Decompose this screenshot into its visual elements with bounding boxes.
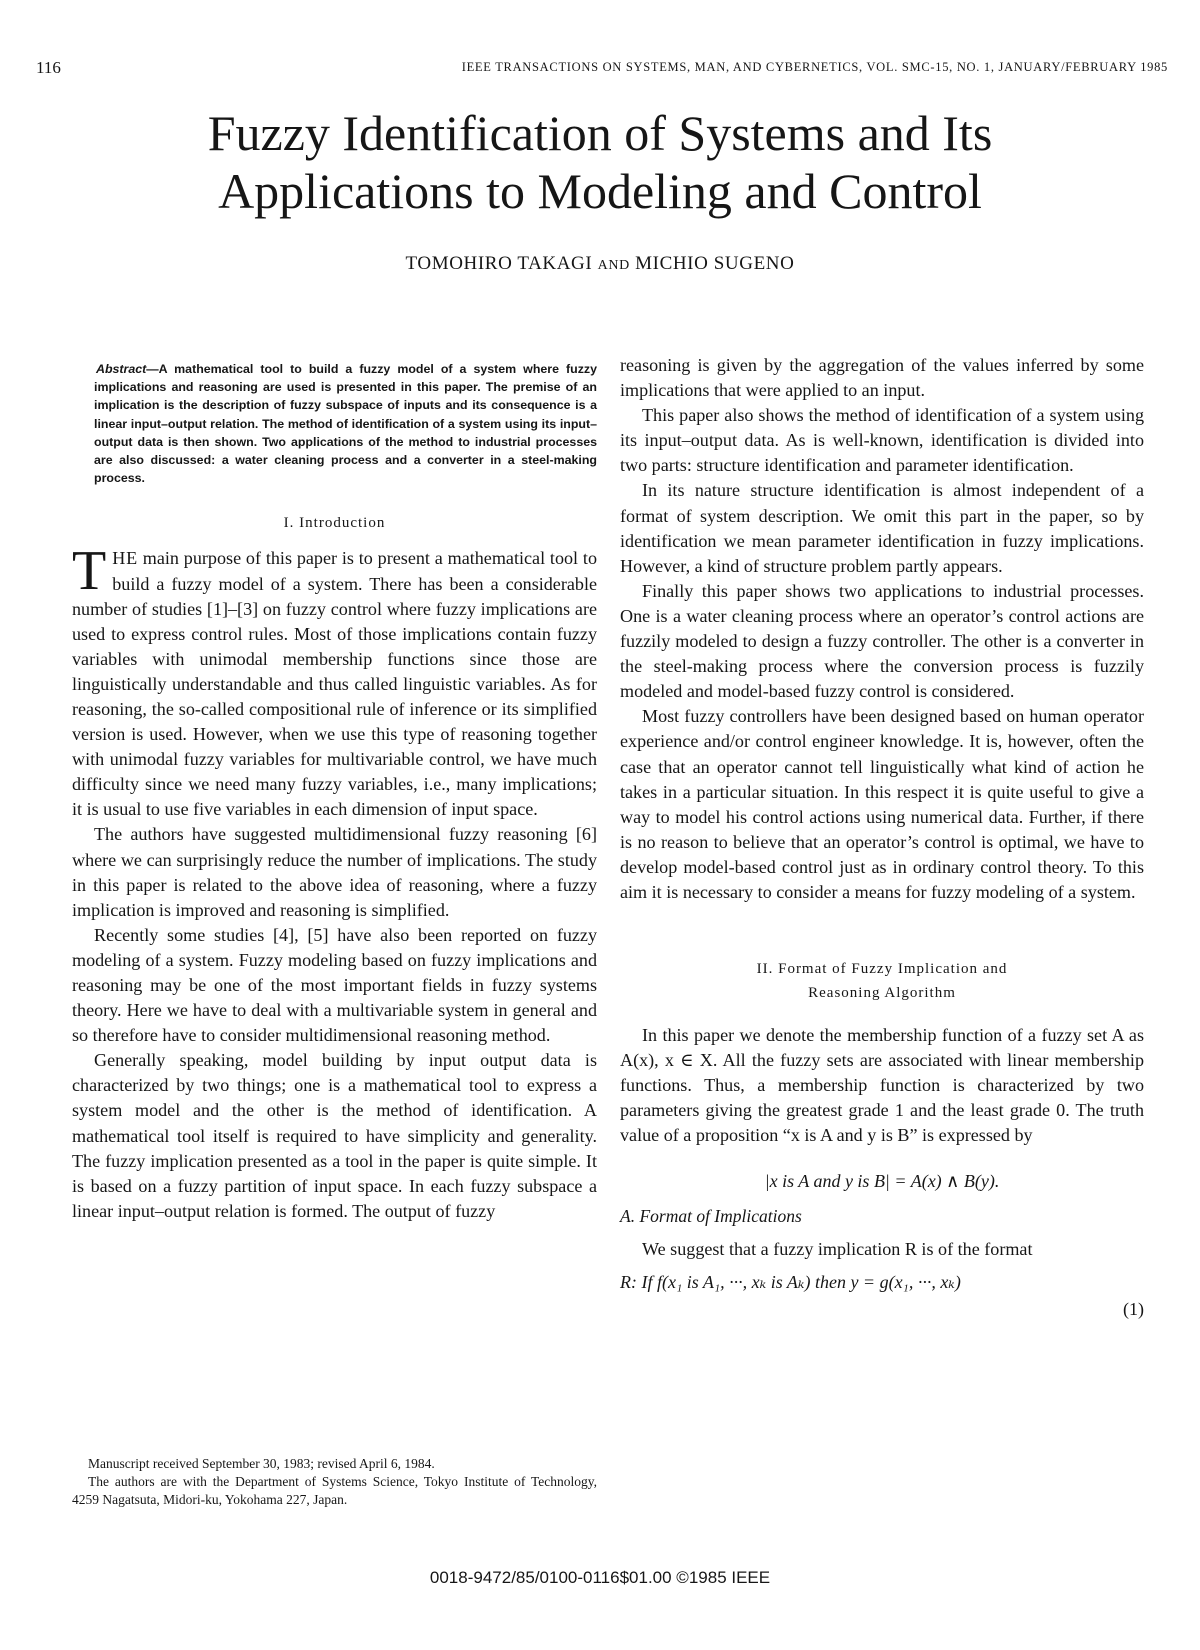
section-1-heading: I. Introduction [283, 515, 386, 532]
equation-implication [620, 1272, 1144, 1293]
section-2-heading-line-1: II. Format of Fuzzy Implication and [756, 961, 1008, 978]
title-line-1: Fuzzy Identification of Systems and Its [207, 105, 993, 161]
footnote [72, 1455, 597, 1509]
title-line-2: Applications to Modeling and Control [218, 163, 982, 219]
running-head [36, 58, 1168, 80]
intro-paragraph-6: This paper also shows the method of identification of a system using its input–output data. As is well-known, identification is divided into two parts: structure identification and parameter identification. [620, 405, 1144, 476]
intro-paragraph-4: Generally speaking, model building by input output data is characterized by two things; one is a mathematical tool to express a system model and the other is the method of identification. A mathematical tool itself is required to have simplicity and generality. The fuzzy implication presented as a tool in the paper is quite simple. It is based on a fuzzy partition of input space. In each fuzzy subspace a linear input–output relation is formed. The output of fuzzy [72, 1050, 597, 1221]
page-number: 116 [36, 58, 61, 77]
intro-paragraph-9: Most fuzzy controllers have been designed based on human operator experience and/or control engineer knowledge. It is, however, often the case that an operator cannot tell linguistically what kind of action he takes in a particular situation. In this respect it is quite useful to give a way to model his control actions using numerical data. Further, if there is no reason to believe that an operator’s control is optimal, we have to develop model-based control just as in ordinary control theory. To this aim it is necessary to consider a means for fuzzy modeling of a system. [620, 706, 1144, 902]
right-column [620, 353, 1144, 1320]
author-conjunction: AND [597, 258, 630, 273]
equation-truth-value: |x is A and y is B| = A(x) ∧ B(y). [764, 1170, 1000, 1191]
footnote-line-2: The authors are with the Department of Systems Science, Tokyo Institute of Technology, 4259 Nagatsuta, Midori-ku, Yokohama 227, Japan. [72, 1474, 597, 1507]
left-column [72, 360, 597, 1224]
equation-number: (1) [1123, 1298, 1144, 1319]
intro-paragraph-8: Finally this paper shows two applications to industrial processes. One is a water cleaning process where an operator’s control actions are fuzzily modeled to design a fuzzy controller. The other is a converter in the steel-making process where the conversion process is fuzzily modeled and model-based fuzzy control is considered. [620, 580, 1144, 702]
author-first: TOMOHIRO TAKAGI [405, 253, 593, 274]
paper-title [0, 104, 1200, 220]
drop-cap: T [72, 540, 107, 603]
equation-implication-text: R: If f(x₁ is A₁, ···, xₖ is Aₖ) then y = g(x₁, ···, xₖ) [620, 1271, 961, 1292]
section-2-paragraph-1: In this paper we denote the membership function of a fuzzy set A as A(x), x ∈ X. All the fuzzy sets are associated with linear membership functions. Thus, a membership function is characterized by two parameters giving the greatest grade 1 and the least grade 0. The truth value of a proposition “x is A and y is B” is expressed by [620, 1025, 1144, 1146]
section-2-paragraph-2: We suggest that a fuzzy implication R is of the format [642, 1238, 1033, 1259]
intro-paragraph-1 [72, 540, 597, 822]
intro-lead-caps: HE [112, 548, 138, 569]
footnote-line-1: Manuscript received September 30, 1983; revised April 6, 1984. [88, 1456, 435, 1471]
journal-header: IEEE TRANSACTIONS ON SYSTEMS, MAN, AND CYBERNETICS, VOL. SMC-15, NO. 1, JANUARY/FEBRUARY 1985 [461, 60, 1168, 74]
intro-paragraph-2: The authors have suggested multidimensional fuzzy reasoning [6] where we can surprisingly reduce the number of implications. The study in this paper is related to the above idea of reasoning, where a fuzzy implication is improved and reasoning is simplified. [72, 824, 597, 920]
abstract-text: —A mathematical tool to build a fuzzy model of a system where fuzzy implications and reasoning are used is presented in this paper. The premise of an implication is the description of fuzzy subspace of inputs and its consequence is a linear input–output relation. The method of identification of a system using its input–output data is then shown. Two applications of the method to industrial processes are also discussed: a water cleaning process and a converter in a steel-making process. [94, 362, 597, 486]
footer-code: 0018-9472/85/0100-0116$01.00 ©1985 IEEE [429, 1568, 771, 1587]
abstract-lead: Abstract [96, 362, 147, 376]
intro-paragraph-7: In its nature structure identification is almost independent of a format of system description. We omit this part in the paper, so by identification we mean parameter identification in fuzzy implications. However, a kind of structure problem partly appears. [620, 480, 1144, 576]
subsection-a-heading: A. Format of Implications [620, 1205, 802, 1226]
intro-paragraph-5: reasoning is given by the aggregation of the values inferred by some implications that were applied to an input. [620, 355, 1144, 401]
intro-paragraph-1-text: main purpose of this paper is to present a mathematical tool to build a fuzzy model of a system. There has been a considerable number of studies [1]–[3] on fuzzy control where fuzzy implications are used to express control rules. Most of those implications contain fuzzy variables with unimodal membership functions since those are linguistically understandable and thus called linguistic variables. As for reasoning, the so-called compositional rule of inference or its simplified version is used. However, when we use this type of reasoning together with unimodal fuzzy variables for multivariable control, we have much difficulty since we need many fuzzy variables, i.e., many implications; it is usual to use five variables in each dimension of input space. [72, 548, 597, 820]
author-line [0, 253, 1200, 275]
author-second: MICHIO SUGENO [635, 253, 795, 274]
intro-paragraph-3: Recently some studies [4], [5] have also been reported on fuzzy modeling of a system. Fuzzy modeling based on fuzzy implications and reasoning may be one of the most important fields in fuzzy systems theory. Here we have to deal with a multivariable system in general and so therefore have to consider multidimensional reasoning method. [72, 924, 597, 1046]
abstract [94, 360, 597, 487]
section-2-heading-line-2: Reasoning Algorithm [808, 985, 956, 1002]
